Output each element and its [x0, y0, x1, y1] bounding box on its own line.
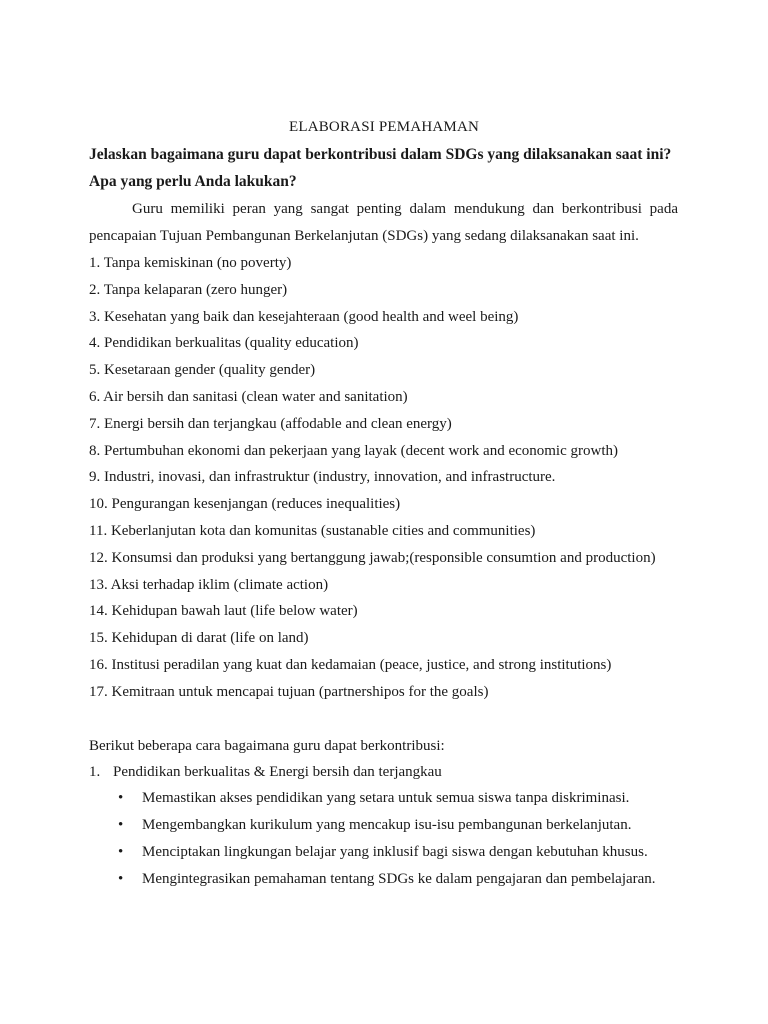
sdg-item: 6. Air bersih dan sanitasi (clean water and sanitation)	[89, 388, 408, 405]
sdg-item: 2. Tanpa kelaparan (zero hunger)	[89, 281, 288, 298]
sdg-item: 12. Konsumsi dan produksi yang bertanggung jawab;(responsible consumtion and production)	[89, 549, 656, 566]
bullet-item	[118, 866, 738, 893]
section-heading	[89, 759, 442, 785]
contribution-intro: Berikut beberapa cara bagaimana guru dapat berkontribusi:	[89, 738, 445, 754]
bullet-text: Menciptakan lingkungan belajar yang inklusif bagi siswa dengan kebutuhan khusus.	[142, 844, 648, 860]
sdg-item: 11. Keberlanjutan kota dan komunitas (sustanable cities and communities)	[89, 522, 536, 539]
sdg-item: 7. Energi bersih dan terjangkau (affodable and clean energy)	[89, 415, 452, 432]
bullet-icon: •	[118, 817, 124, 833]
sdg-item: 1. Tanpa kemiskinan (no poverty)	[89, 255, 292, 271]
sdg-item: 9. Industri, inovasi, dan infrastruktur (industry, innovation, and infrastructure.	[89, 469, 556, 486]
bullet-item	[118, 785, 738, 812]
section-heading-text: Pendidikan berkualitas & Energi bersih dan terjangkau	[113, 764, 442, 780]
sdg-item: 14. Kehidupan bawah laut (life below water)	[89, 603, 358, 620]
sdg-item: 15. Kehidupan di darat (life on land)	[89, 630, 309, 647]
section-number: 1.	[89, 764, 101, 780]
bullet-item	[118, 812, 738, 839]
sdg-list	[89, 250, 729, 706]
bullet-icon: •	[118, 790, 124, 806]
bullet-list	[118, 785, 738, 893]
sdg-item: 3. Kesehatan yang baik dan kesejahteraan (good health and weel being)	[89, 308, 519, 325]
document-title: ELABORASI PEMAHAMAN	[288, 119, 480, 135]
question-text: Jelaskan bagaimana guru dapat berkontribusi dalam SDGs yang dilaksanakan saat ini? Apa yang perlu Anda lakukan?	[89, 146, 672, 190]
sdg-item: 17. Kemitraan untuk mencapai tujuan (partnershipos for the goals)	[89, 683, 489, 700]
sdg-item: 8. Pertumbuhan ekonomi dan pekerjaan yang layak (decent work and economic growth)	[89, 442, 618, 459]
sdg-item: 10. Pengurangan kesenjangan (reduces inequalities)	[89, 496, 401, 513]
sdg-item: 4. Pendidikan berkualitas (quality education)	[89, 335, 359, 352]
sdg-item: 13. Aksi terhadap iklim (climate action)	[89, 576, 329, 593]
bullet-icon: •	[118, 844, 124, 860]
bullet-text: Mengintegrasikan pemahaman tentang SDGs ke dalam pengajaran dan pembelajaran.	[142, 871, 656, 887]
bullet-icon: •	[118, 871, 124, 887]
bullet-text: Mengembangkan kurikulum yang mencakup isu-isu pembangunan berkelanjutan.	[142, 817, 632, 833]
sdg-item: 16. Institusi peradilan yang kuat dan kedamaian (peace, justice, and strong institutions)	[89, 656, 612, 673]
bullet-text: Memastikan akses pendidikan yang setara untuk semua siswa tanpa diskriminasi.	[142, 790, 630, 806]
intro-paragraph: Guru memiliki peran yang sangat penting dalam mendukung dan berkontribusi pada pencapaian Tujuan Pembangunan Berkelanjutan (SDGs) yang sedang dilaksanakan saat ini.	[89, 201, 678, 244]
bullet-item	[118, 839, 738, 866]
sdg-item: 5. Kesetaraan gender (quality gender)	[89, 362, 316, 379]
